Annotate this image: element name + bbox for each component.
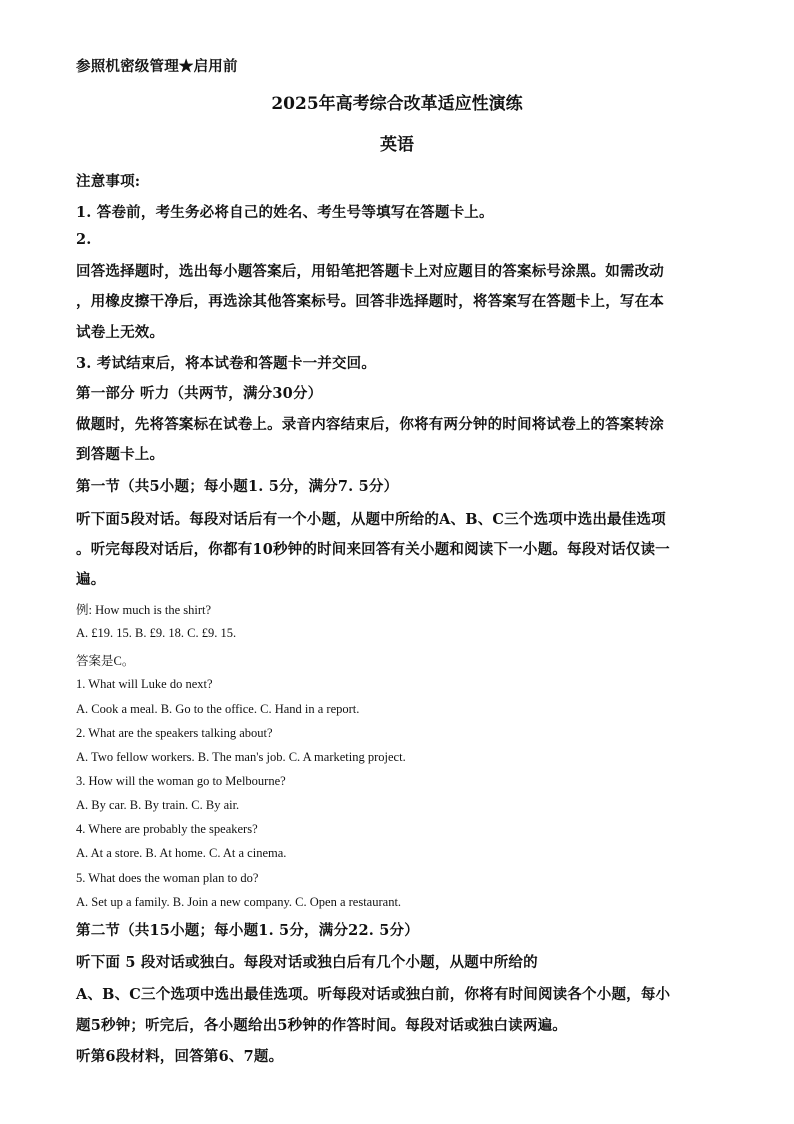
question-5-options: A. Set up a family. B. Join a new company. C. Open a restaurant. [76,895,402,909]
question-2: 2. What are the speakers talking about? [76,726,273,740]
question-3-options: A. By car. B. By train. C. By air. [76,798,240,812]
note-item-1: 1. 答卷前，考生务必将自己的姓名、考生号等填写在答题卡上。 [76,204,494,221]
question-4-options: A. At a store. B. At home. C. At a cinema. [76,846,287,860]
note-item-3: 3. 考试结束后，将本试卷和答题卡一并交回。 [76,355,377,372]
section1-intro-line-1: 听下面5段对话。每段对话后有一个小题，从题中所给的A、B、C三个选项中选出最佳选项 [76,511,666,528]
section1-intro-line-2: 。听完每段对话后，你都有10秒钟的时间来回答有关小题和阅读下一小题。每段对话仅读一 [76,541,670,558]
section1-heading: 第一节（共5小题；每小题1. 5分，满分7. 5分） [76,478,399,495]
question-1: 1. What will Luke do next? [76,677,213,691]
question-1-options: A. Cook a meal. B. Go to the office. C. Hand in a report. [76,702,360,716]
exam-title: 2025年高考综合改革适应性演练 [271,94,523,114]
question-2-options: A. Two fellow workers. B. The man's job. C. A marketing project. [76,750,406,764]
section2-intro-line-1: 听下面 5 段对话或独白。每段对话或独白后有几个小题，从题中所给的 [76,954,538,971]
example-question: 例: How much is the shirt? [76,603,212,617]
notes-heading: 注意事项: [76,173,141,190]
part1-intro-line-1: 做题时，先将答案标在试卷上。录音内容结束后，你将有两分钟的时间将试卷上的答案转涂 [76,416,664,433]
part1-intro-line-2: 到答题卡上。 [76,446,165,463]
example-options: A. £19. 15. B. £9. 18. C. £9. 15. [76,626,237,640]
part1-heading: 第一部分 听力（共两节，满分30分） [76,385,323,402]
example-answer: 答案是C。 [76,654,135,668]
material-6-instruction: 听第6段材料，回答第6、7题。 [76,1048,284,1065]
note-item-2-line-1: 回答选择题时，选出每小题答案后，用铅笔把答题卡上对应题目的答案标号涂黑。如需改动 [76,263,664,280]
section2-heading: 第二节（共15小题；每小题1. 5分，满分22. 5分） [76,922,419,939]
section2-intro-line-3: 题5秒钟；听完后，各小题给出5秒钟的作答时间。每段对话或独白读两遍。 [76,1017,567,1034]
secret-label: 参照机密级管理★启用前 [76,58,238,75]
note-item-2-line-2: ，用橡皮擦干净后，再选涂其他答案标号。回答非选择题时，将答案写在答题卡上，写在本 [76,293,664,310]
section2-intro-line-2: A、B、C三个选项中选出最佳选项。听每段对话或独白前，你将有时间阅读各个小题，每小 [76,986,671,1003]
question-4: 4. Where are probably the speakers? [76,822,258,836]
note-item-2-number: 2. [76,231,92,248]
question-3: 3. How will the woman go to Melbourne? [76,774,286,788]
question-5: 5. What does the woman plan to do? [76,871,259,885]
subject-title: 英语 [380,135,414,155]
note-item-2-line-3: 试卷上无效。 [76,324,165,341]
section1-intro-line-3: 遍。 [76,571,106,588]
